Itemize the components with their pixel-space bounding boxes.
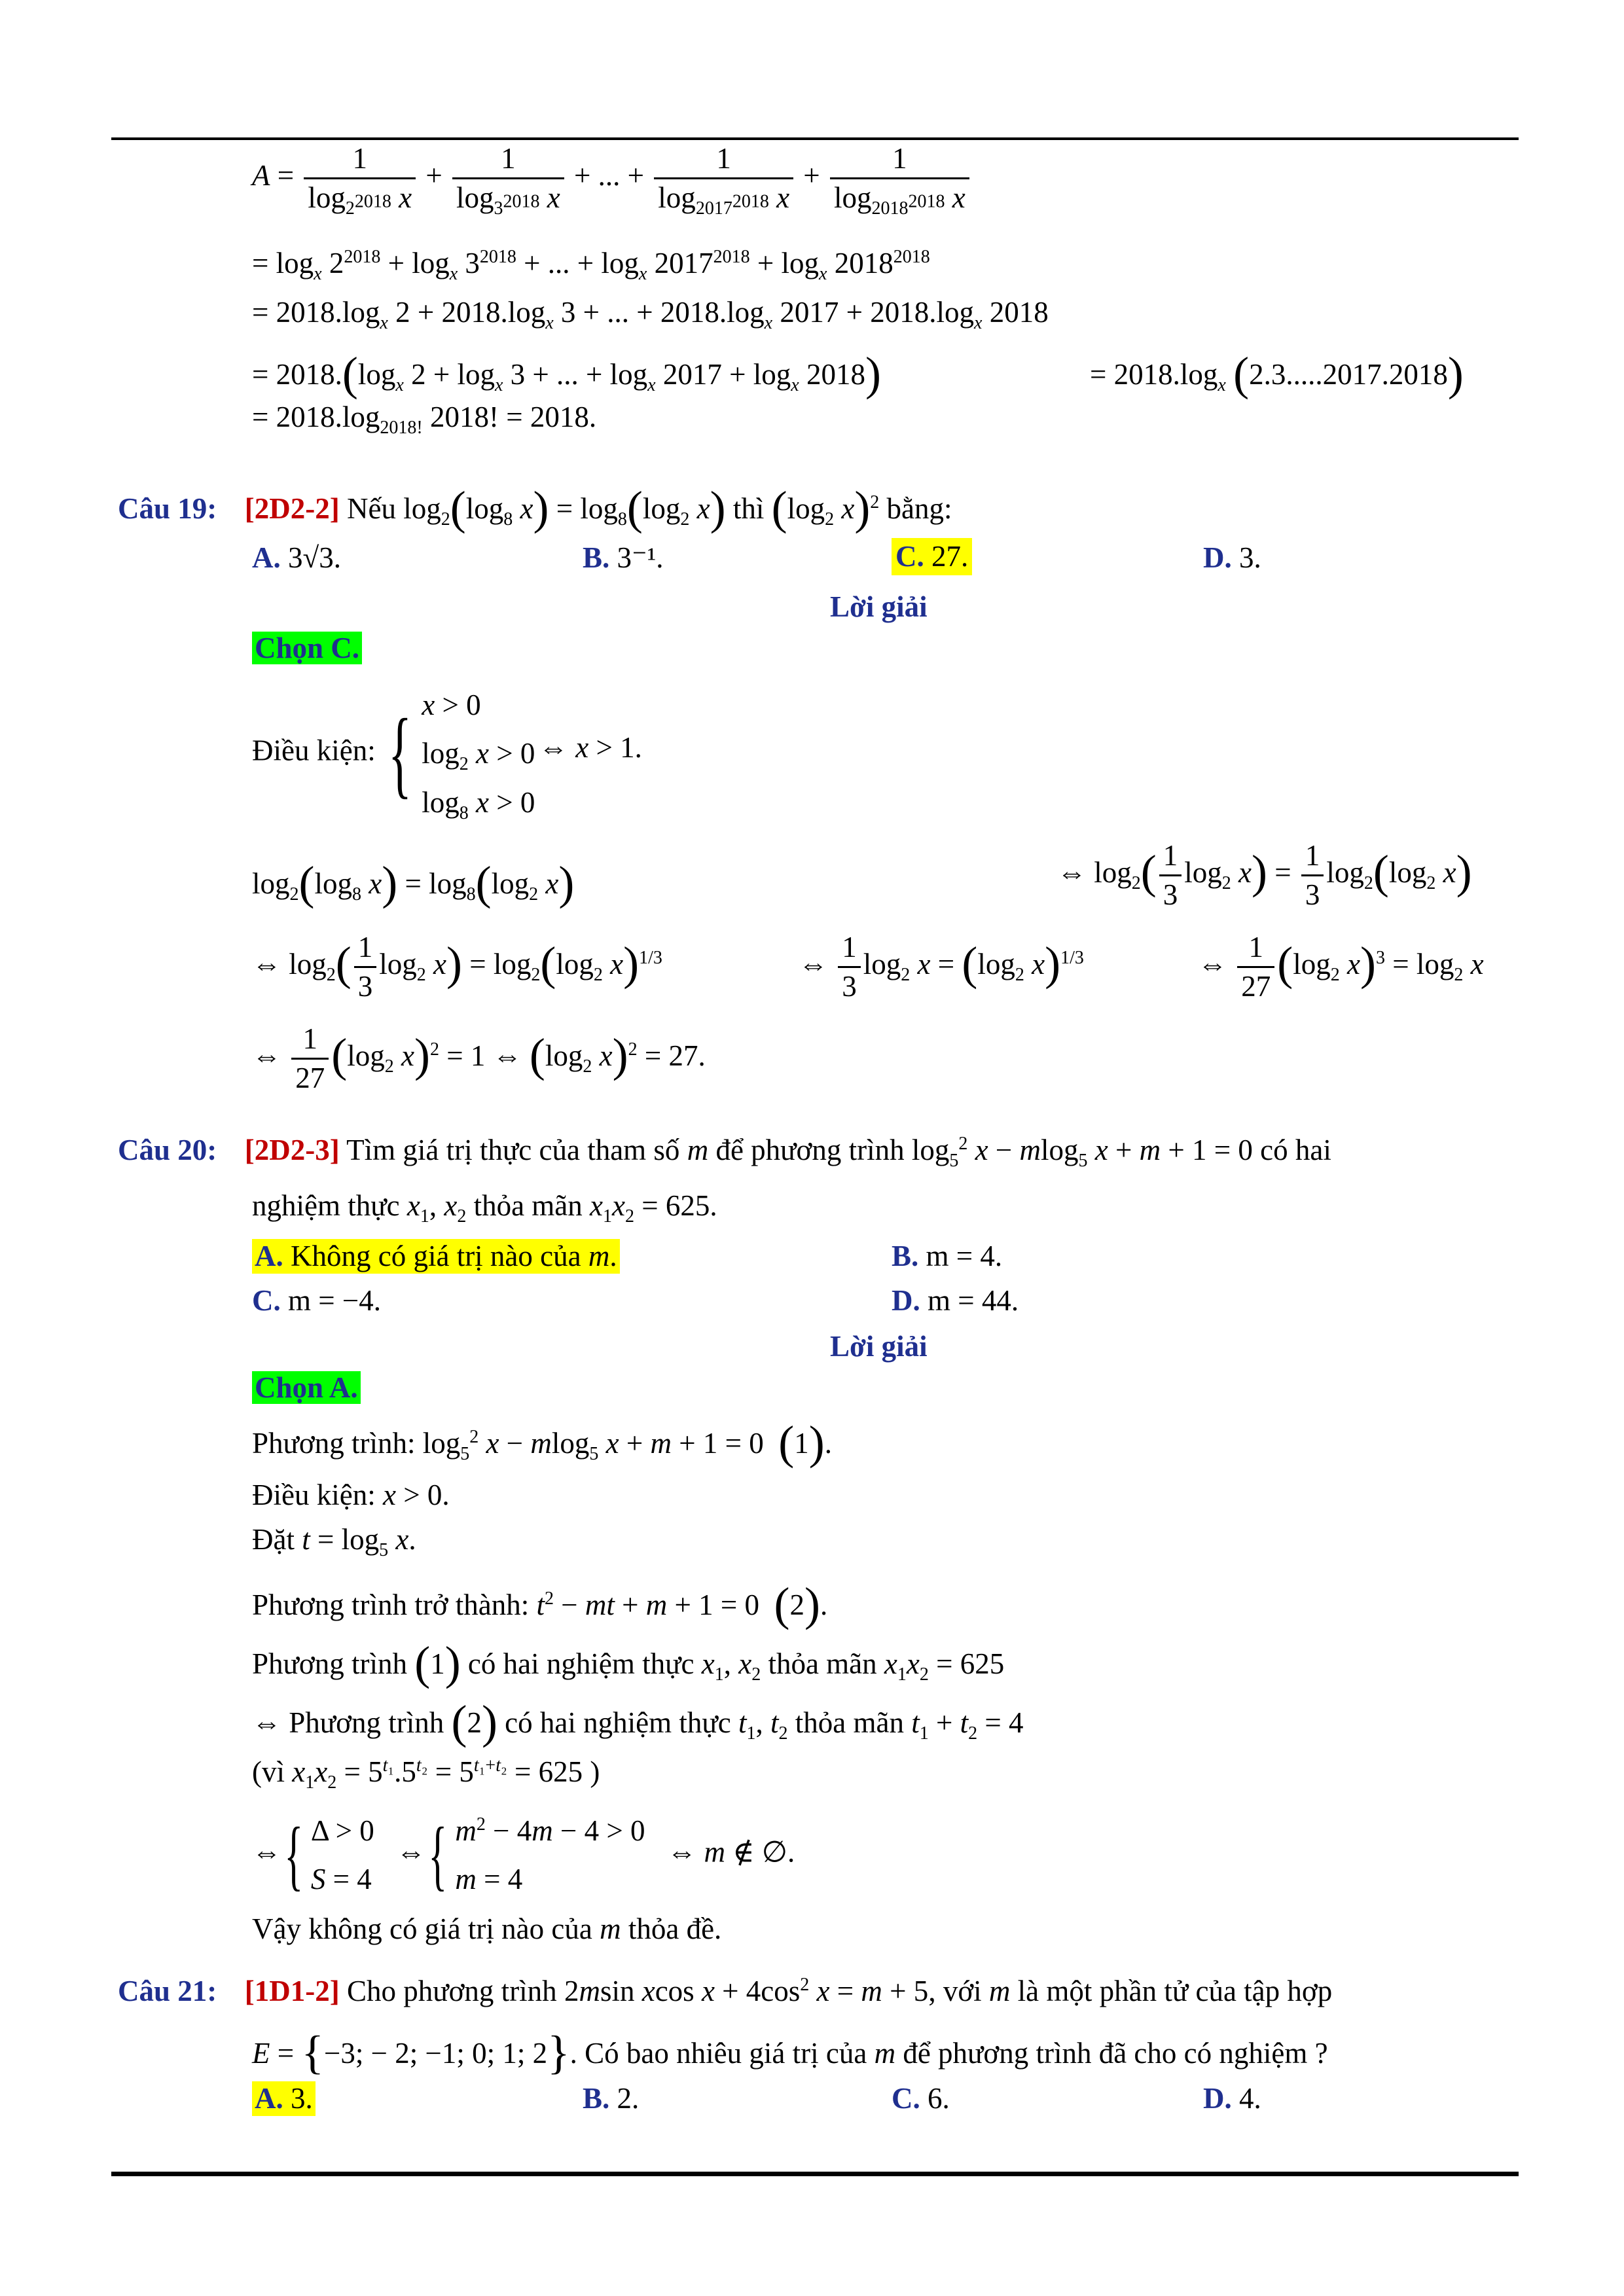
- q19-tag: [2D2-2]: [244, 492, 340, 525]
- q20-stem-line2: nghiệm thực $x_1$, $x_2$ thỏa mãn $x_1x_2 = 625$.: [252, 1189, 717, 1227]
- q19-text-neu: Nếu: [346, 492, 396, 525]
- q19-stem: Câu 19: [2D2-2] Nếu $\log_2(\log_8$ $x) = \log_8(\log_2$ x) thì ($\log_2$ x)$^2$ bằng:: [118, 482, 952, 534]
- q19-step-2: ⇔ $\log_2$( $\frac{1}{3}$ $\log_2 x$) = $\frac{1}{3}$ $\log_2(\log_2$ x): [1057, 839, 1472, 911]
- q20-tag: [2D2-3]: [244, 1134, 340, 1166]
- q20-sol-pt: Phương trình: $\log_5^2 x - mlog_5$ x + m + 1 = 0 (1).: [252, 1416, 832, 1469]
- q19-text-thi: thì: [732, 492, 765, 525]
- q19-dieu-kien: Điều kiện: { x > 0 $\log_2 x > 0$ $\log_8 x > 0$: [252, 689, 535, 823]
- q20-sol-tro-thanh: Phương trình trở thành: $t^2$ − mt + m + 1 = 0 (2).: [252, 1578, 828, 1630]
- q20-sol-dieu-kien: Điều kiện: x > 0.: [252, 1479, 450, 1511]
- q19-option-d[interactable]: D. 3.: [1203, 541, 1261, 574]
- q21-tag: [1D1-2]: [244, 1975, 340, 2007]
- q19-option-b[interactable]: B. 3⁻¹.: [583, 541, 664, 574]
- footer-rule: [111, 2172, 1519, 2176]
- q20-option-a[interactable]: A. Không có giá trị nào của m.: [252, 1239, 620, 1274]
- q21-option-b[interactable]: B. 2.: [583, 2082, 640, 2115]
- prev-line-4a: = $2018.(\log_x$ $2 + \log_x 3$ + ... + $\log_x 2017 + \log_x 2018$): [252, 348, 881, 400]
- q20-sol-pt2: ⇔ Phương trình (2) có hai nghiệm thực $t_1$, $t_2$ thỏa mãn $t_1 + t_2 = 4$: [252, 1696, 1024, 1748]
- q20-option-c[interactable]: C. m = −4.: [252, 1284, 382, 1317]
- q19-step-1: $\log_2(\log_8$ $x) = \log_8(\log_2$ x): [252, 857, 575, 909]
- prev-line-3: = $2018.\log_x$ $2 + 2018.\log_x$ 3 + ... + $2018.\log_x$ $2017 + 2018.\log_x$ 2018: [252, 296, 1049, 333]
- q20-chon-badge: Chọn A.: [252, 1373, 361, 1403]
- q21-stem-line1: Câu 21: [1D1-2] Cho phương trình 2msin xcos $x + 4\cos^2$ x = m + 5, với m là một phần tử của tập hợp: [118, 1975, 1333, 2007]
- prev-line-5: = $2018.\log_{2018!}$ 2018! = 2018.: [252, 401, 597, 438]
- q20-loi-giai: Lời giải: [830, 1330, 928, 1363]
- prev-line-1: A = $\frac{1}{\log_{2^{2018}} x}$ + $\frac{1}{\log_{3^{2018}} x}$ + ... + $\frac{1}{\log_{2017^{2018}} x}$ + $\frac{1}{\log_{2018^{2018}} x}$: [252, 144, 972, 213]
- q19-loi-giai: Lời giải: [830, 590, 928, 623]
- prev-line-2: = $\log_x 2^{2018} + \log_x 3^{2018}$ + ... + $\log_x 2017^{2018} + \log_x 2018^{2018}$: [252, 247, 930, 284]
- q19-number: Câu 19:: [118, 492, 217, 525]
- q19-dieu-kien-result: ⇔ x > 1.: [539, 731, 642, 764]
- prev-line-4b: = $2018.\log_x$ (2.3.....2017.2018): [1090, 348, 1464, 400]
- q19-text-bang: bằng:: [886, 492, 952, 525]
- q20-option-d[interactable]: D. m = 44.: [892, 1284, 1019, 1317]
- q20-sol-vi: (vì $x_1x_2 = 5^{t_1}.5^{t_2} = 5^{t_1+t_2} = 625$ ): [252, 1755, 600, 1793]
- q19-option-c[interactable]: C. 27.: [892, 538, 972, 575]
- q19-option-a[interactable]: A. 3√3.: [252, 541, 341, 574]
- q19-step-6: ⇔ $\frac{1}{27}$ ($\log_2$ x)$^2$ = 1 ⇔ ($\log_2$ x)$^2$ = 27.: [252, 1022, 706, 1094]
- q20-sol-system: ⇔{ Δ > 0 S = 4 ⇔{ $m^2 - 4m - 4 > 0$ m = 4 ⇔ m ∉ ∅.: [252, 1811, 795, 1899]
- q21-option-c[interactable]: C. 6.: [892, 2082, 950, 2115]
- q19-step-3: ⇔ $\log_2$( $\frac{1}{3}$ $\log_2 x) = \log_2(\log_2$ x)$^{1/3}$: [252, 931, 662, 1003]
- q19-step-4: ⇔ $\frac{1}{3}$ $\log_2 x = (\log_2$ x)$^{1/3}$: [799, 931, 1084, 1003]
- q21-number: Câu 21:: [118, 1975, 217, 2007]
- header-rule: [111, 137, 1519, 140]
- q21-option-a[interactable]: A. 3.: [252, 2081, 316, 2116]
- q20-number: Câu 20:: [118, 1134, 217, 1166]
- q20-stem-line1: Câu 20: [2D2-3] Tìm giá trị thực của tham số m để phương trình $\log_5^2 x - mlog_5$ x + m + 1 = 0 có hai: [118, 1134, 1331, 1171]
- q20-sol-conclusion: Vậy không có giá trị nào của m thỏa đề.: [252, 1912, 722, 1945]
- q19-step-5: ⇔ $\frac{1}{27}$ ($\log_2$ $x)^3 = \log_2 x$: [1198, 931, 1484, 1003]
- q21-stem-line2: E = {−3; − 2; −1; 0; 1; 2}. Có bao nhiêu giá trị của m để phương trình đã cho có nghiệm ?: [252, 2026, 1328, 2079]
- q20-sol-pt1: Phương trình (1) có hai nghiệm thực $x_1$, $x_2$ thỏa mãn $x_1x_2 = 625$: [252, 1637, 1005, 1689]
- q21-option-d[interactable]: D. 4.: [1203, 2082, 1261, 2115]
- q20-sol-dat: Đặt $t = \log_5 x$.: [252, 1523, 416, 1560]
- q20-option-b[interactable]: B. m = 4.: [892, 1240, 1003, 1272]
- q19-chon-badge: Chọn C.: [252, 634, 362, 663]
